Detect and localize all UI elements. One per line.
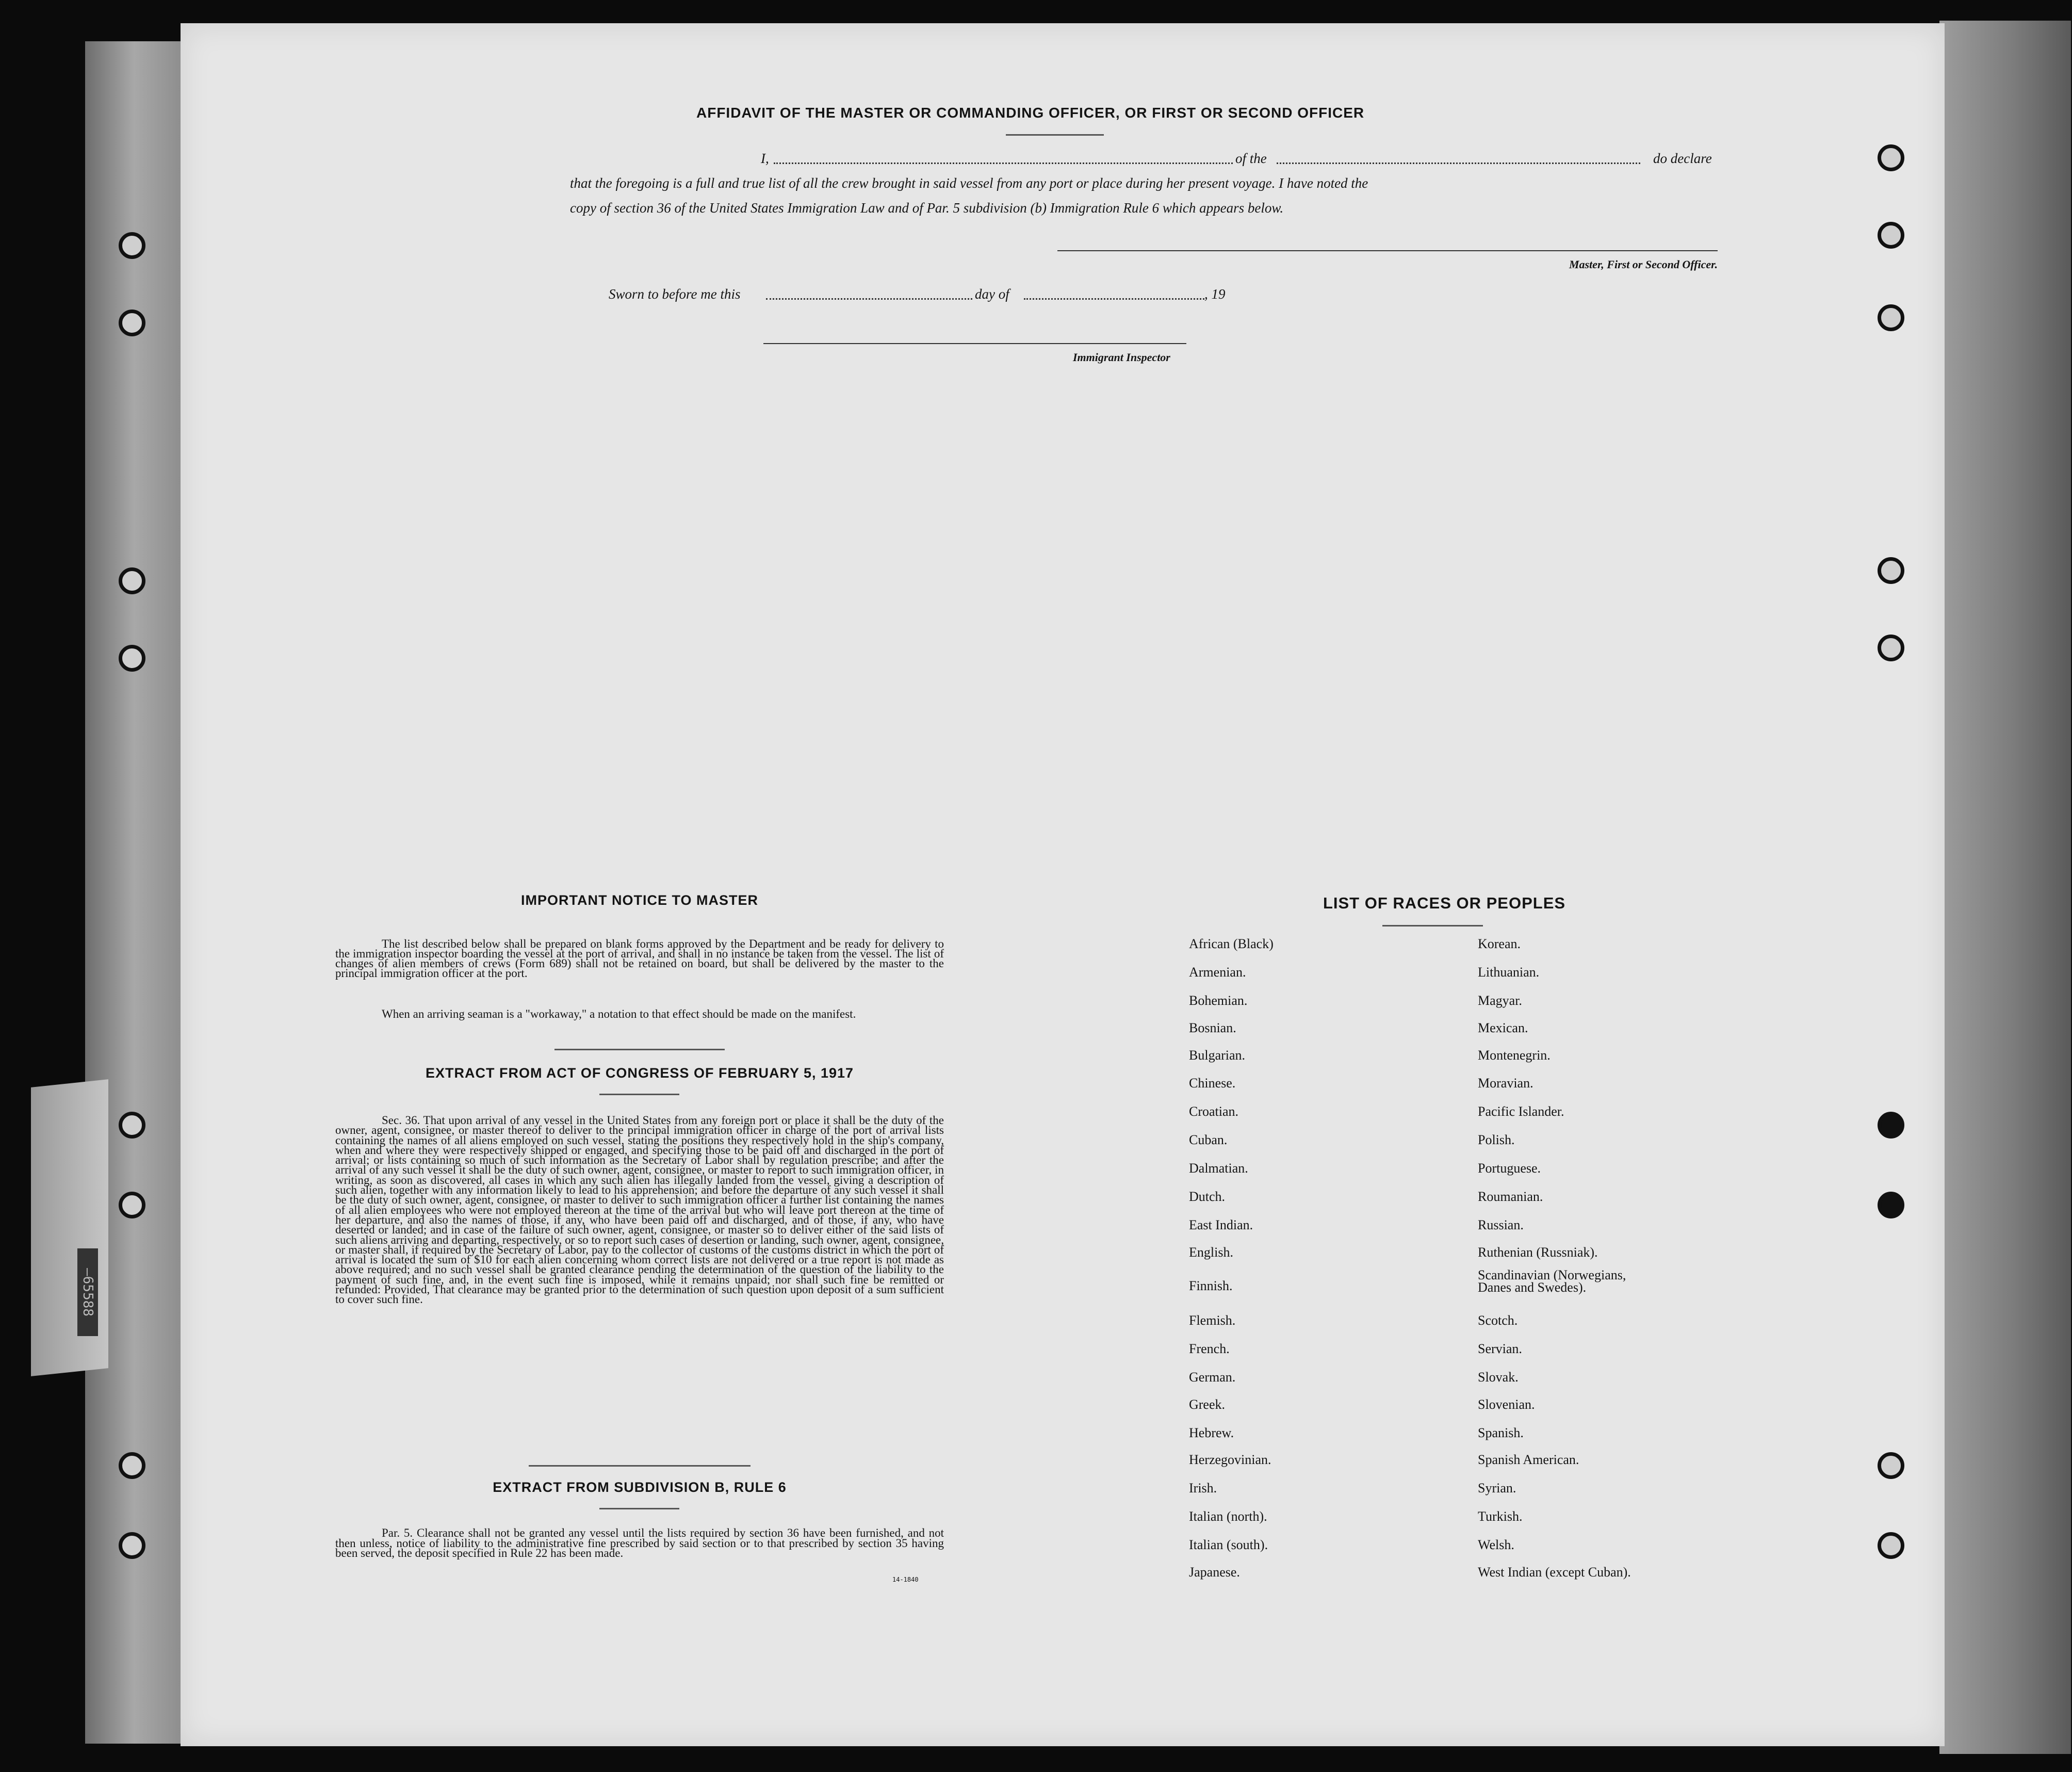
binding-hole bbox=[119, 232, 145, 259]
race-item: Moravian. bbox=[1478, 1076, 1533, 1091]
affidavit-line1-mid: of the bbox=[1235, 151, 1267, 166]
binding-hole bbox=[119, 567, 145, 594]
sworn-suffix: , 19 bbox=[1204, 286, 1226, 302]
race-item: Slovenian. bbox=[1478, 1397, 1535, 1412]
form-number: 14-1840 bbox=[892, 1576, 919, 1583]
race-item: Greek. bbox=[1189, 1397, 1226, 1412]
race-item: Slovak. bbox=[1478, 1370, 1519, 1385]
race-item: Russian. bbox=[1478, 1217, 1524, 1232]
extract-rule-text: Par. 5. Clearance shall not be granted any vessel until the lists required by section 36 have been furnished, and not then unless, notice of liability to the administrative fine prescribed by said section or to that prescribed by section 35 having been served, the deposit specified in Rule 22 has been made. bbox=[335, 1526, 944, 1559]
race-item: Italian (south). bbox=[1189, 1537, 1268, 1552]
race-item: African (Black) bbox=[1189, 936, 1274, 951]
race-item: Montenegrin. bbox=[1478, 1048, 1551, 1063]
sworn-prefix: Sworn to before me this bbox=[609, 286, 741, 302]
race-item: Roumanian. bbox=[1478, 1189, 1543, 1204]
binding-hole bbox=[1878, 557, 1904, 584]
race-item: Scandinavian (Norwegians, Danes and Swedes). bbox=[1478, 1267, 1626, 1295]
binding-hole bbox=[119, 1532, 145, 1559]
binding-hole bbox=[119, 1192, 145, 1218]
signature-line bbox=[1057, 250, 1718, 251]
race-item: Polish. bbox=[1478, 1132, 1515, 1147]
inspector-label: Immigrant Inspector bbox=[1073, 351, 1170, 364]
race-item: Pacific Islander. bbox=[1478, 1104, 1564, 1119]
notice-paragraph-2: When an arriving seaman is a "workaway," a notation to that effect should be made on the manifest. bbox=[382, 1007, 856, 1020]
race-item: East Indian. bbox=[1189, 1217, 1253, 1232]
race-item: Korean. bbox=[1478, 936, 1521, 951]
race-item: Syrian. bbox=[1478, 1481, 1516, 1495]
name-blank bbox=[774, 162, 1233, 164]
document-page bbox=[181, 23, 1945, 1746]
race-item: Italian (north). bbox=[1189, 1509, 1267, 1524]
races-title: LIST OF RACES OR PEOPLES bbox=[1323, 894, 1566, 912]
race-item: Portuguese. bbox=[1478, 1161, 1541, 1176]
extract-rule-title: EXTRACT FROM SUBDIVISION B, RULE 6 bbox=[493, 1480, 787, 1495]
race-item: Flemish. bbox=[1189, 1313, 1236, 1328]
binding-hole bbox=[119, 310, 145, 336]
race-item: Bosnian. bbox=[1189, 1020, 1236, 1035]
inspector-signature-line bbox=[763, 343, 1186, 344]
race-item: Croatian. bbox=[1189, 1104, 1239, 1119]
sworn-month-blank bbox=[1024, 298, 1204, 300]
title-rule bbox=[1006, 134, 1104, 136]
sworn-mid: day of bbox=[975, 286, 1009, 302]
race-item: Magyar. bbox=[1478, 993, 1522, 1008]
section-rule bbox=[529, 1465, 751, 1467]
left-binding-strip bbox=[85, 41, 183, 1744]
race-item: English. bbox=[1189, 1245, 1233, 1260]
race-item: Bohemian. bbox=[1189, 993, 1248, 1008]
affidavit-line1-suffix: do declare bbox=[1653, 151, 1712, 166]
race-item: Servian. bbox=[1478, 1341, 1522, 1356]
section-rule bbox=[599, 1508, 679, 1509]
race-item: Armenian. bbox=[1189, 965, 1246, 980]
extract-act-text: Sec. 36. That upon arrival of any vessel in the United States from any foreign port or place it shall be the duty of the owner, agent, consignee, or master thereof to deliver to the principal immigration officer in charge of the port of arrival lists containing the names of all aliens employed on such vessel, stating the positions they respectively hold in the ship's company, when and where they were respectively shipped or engaged, and specifying those to be paid off and discharged in the port of arrival; or lists containing so much of such information as the Secretary of Labor shall by regulation prescribe; and after the arrival of any such vessel it shall be the duty of such owner, agent, consignee, or master to report to such immigration officer, in writing, as soon as discovered, all cases in which any such alien has illegally landed from the vessel, giving a description of such alien, together with any information likely to lead to his apprehension; and before the departure of any such vessel it shall be the duty of such owner, agent, consignee, or master to deliver to such immigration officer a further list containing the names of all alien employees who were not employed thereon at the time of the arrival but who will leave port thereon at the time of her departure, and also the names of those, if any, who have been paid off and discharged, and of those, if any, who have deserted or landed; and in case of the failure of such owner, agent, consignee, or master so to deliver either of the said lists of such aliens arriving and departing, respectively, or so to report such cases of desertion or landing, such owner, agent, consignee, or master shall, if required by the Secretary of Labor, pay to the collector of customs of the customs district in which the port of arrival is located the sum of $10 for each alien concerning whom correct lists are not delivered or a true report is not made as above required; and no such vessel shall be granted clearance pending the determination of the question of the liability to the payment of such fine, and, in the event such fine is imposed, while it remains unpaid; nor shall such fine be remitted or refunded: Provided, That clearance may be granted prior to the determination of such question upon deposit of a sum sufficient to cover such fine. bbox=[335, 1114, 944, 1306]
binding-hole bbox=[1878, 1452, 1904, 1479]
race-item: Finnish. bbox=[1189, 1278, 1233, 1293]
margin-stamp: —65588 bbox=[77, 1248, 98, 1336]
race-item: German. bbox=[1189, 1370, 1236, 1385]
sworn-day-blank bbox=[766, 298, 972, 300]
affidavit-line2: that the foregoing is a full and true list of all the crew brought in said vessel from any port or place during her present voyage. I have noted the bbox=[570, 175, 1368, 191]
races-title-rule bbox=[1382, 925, 1483, 926]
race-item: Lithuanian. bbox=[1478, 965, 1540, 980]
signature-label: Master, First or Second Officer. bbox=[1569, 258, 1718, 271]
race-item: West Indian (except Cuban). bbox=[1478, 1565, 1631, 1580]
binding-hole bbox=[1878, 1192, 1904, 1218]
race-item: Spanish. bbox=[1478, 1425, 1524, 1440]
binding-hole bbox=[1878, 222, 1904, 249]
race-item: French. bbox=[1189, 1341, 1230, 1356]
binding-hole bbox=[119, 645, 145, 672]
affidavit-title: AFFIDAVIT OF THE MASTER OR COMMANDING OFFICER, OR FIRST OR SECOND OFFICER bbox=[696, 105, 1365, 121]
binding-hole bbox=[1878, 1532, 1904, 1559]
race-item: Welsh. bbox=[1478, 1537, 1514, 1552]
vessel-blank bbox=[1277, 162, 1640, 164]
race-item: Mexican. bbox=[1478, 1020, 1528, 1035]
binding-hole bbox=[119, 1112, 145, 1139]
binding-hole bbox=[1878, 635, 1904, 661]
race-item: Spanish American. bbox=[1478, 1452, 1579, 1467]
race-item: Irish. bbox=[1189, 1481, 1217, 1495]
race-item: Turkish. bbox=[1478, 1509, 1523, 1524]
binding-hole bbox=[119, 1452, 145, 1479]
section-rule bbox=[554, 1049, 725, 1050]
binding-hole bbox=[1878, 1112, 1904, 1139]
extract-act-title: EXTRACT FROM ACT OF CONGRESS OF FEBRUARY 5, 1917 bbox=[425, 1065, 854, 1081]
notice-paragraph-1: The list described below shall be prepared on blank forms approved by the Department and be ready for delivery to the immigration inspector boarding the vessel at the port of arrival, and shall in no instance be taken from the vessel. The list of changes of alien members of crews (Form 689) shall not be retained on board, but shall be delivered by the master to the principal immigration officer at the port. bbox=[335, 937, 944, 980]
race-item: Japanese. bbox=[1189, 1565, 1240, 1580]
section-rule bbox=[599, 1094, 679, 1095]
race-item: Dutch. bbox=[1189, 1189, 1226, 1204]
race-item: Scotch. bbox=[1478, 1313, 1518, 1328]
affidavit-line1-prefix: I, bbox=[761, 151, 769, 166]
notice-title: IMPORTANT NOTICE TO MASTER bbox=[521, 892, 758, 908]
binding-hole bbox=[1878, 304, 1904, 331]
affidavit-line3: copy of section 36 of the United States Immigration Law and of Par. 5 subdivision (b) Immigration Rule 6 which appears below. bbox=[570, 200, 1284, 216]
race-item: Bulgarian. bbox=[1189, 1048, 1246, 1063]
race-item: Chinese. bbox=[1189, 1076, 1236, 1091]
binding-hole bbox=[1878, 144, 1904, 171]
right-binding-strip bbox=[1939, 21, 2071, 1754]
race-item: Cuban. bbox=[1189, 1132, 1228, 1147]
race-item: Herzegovinian. bbox=[1189, 1452, 1271, 1467]
race-item: Dalmatian. bbox=[1189, 1161, 1248, 1176]
race-item: Ruthenian (Russniak). bbox=[1478, 1245, 1598, 1260]
race-item: Hebrew. bbox=[1189, 1425, 1234, 1440]
